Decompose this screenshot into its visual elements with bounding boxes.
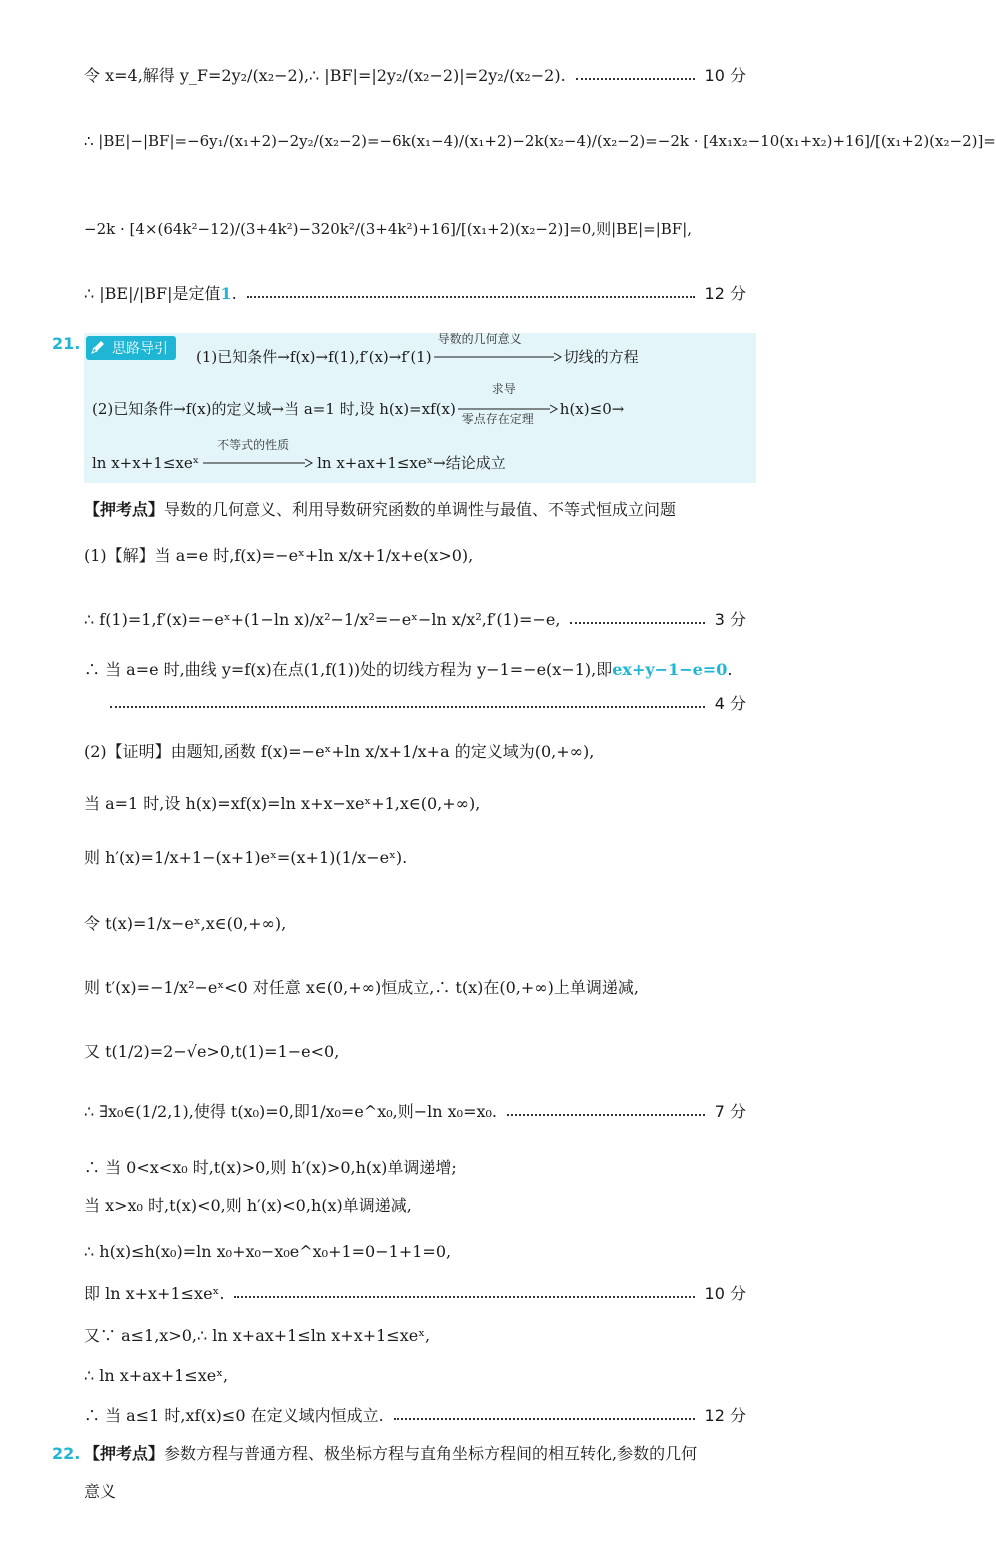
step-line <box>84 1158 746 1177</box>
text-pre: ∴ |BE|/|BF|是定值 <box>84 284 221 303</box>
step-line <box>84 1196 746 1215</box>
score-label: 10 分 <box>704 1284 746 1303</box>
score-label: 12 分 <box>704 284 746 303</box>
solution-text <box>84 284 237 303</box>
step-text: 当 a=1 时,设 h(x)=xf(x)=ln x+x−xeˣ+1,x∈(0,+∞), <box>84 794 481 813</box>
step-line <box>84 914 746 933</box>
arrow-icon <box>434 352 562 362</box>
step-line <box>84 1242 746 1261</box>
guide-text: ln x+x+1≤xeˣ <box>92 454 200 472</box>
solution-text: ∴ |BE|−|BF|=−6y₁/(x₁+2)−2y₂/(x₂−2)=−6k(x₁−4)/(x₁+2)−2k(x₂−4)/(x₂−2)=−2k · [4x₁x₂−10(x₁+x₂)+16]/[(x₁+2)(x₂−2)]= <box>84 132 996 150</box>
solution-text: −2k · [4×(64k²−12)/(3+4k²)−320k²/(3+4k²)+16]/[(x₁+2)(x₂−2)]=0,则|BE|=|BF|, <box>84 220 693 238</box>
step-line <box>84 610 746 629</box>
guide-text: (2)已知条件→f(x)的定义域→当 a=1 时,设 h(x)=xf(x) <box>92 400 456 418</box>
arrow-icon <box>203 458 313 468</box>
step-line <box>84 848 746 867</box>
kaodian-label: 【押考点】 <box>84 500 165 519</box>
step-line <box>84 1326 746 1345</box>
step-line <box>84 978 746 997</box>
score-label: 7 分 <box>714 1102 746 1121</box>
step-line <box>84 1042 746 1061</box>
step-line <box>84 546 746 565</box>
guide-text: 切线的方程 <box>563 348 639 366</box>
step-text: ∴ 当 0<x<x₀ 时,t(x)>0,则 h′(x)>0,h(x)单调递增; <box>84 1158 457 1177</box>
solution-line <box>84 132 996 150</box>
step-text: 又 t(1/2)=2−√e>0,t(1)=1−e<0, <box>84 1042 340 1061</box>
step-text: ∴ ∃x₀∈(1/2,1),使得 t(x₀)=0,即1/x₀=e^x₀,则−ln x₀=x₀. <box>84 1102 498 1121</box>
step-line <box>84 1284 746 1303</box>
score-label: 4 分 <box>714 694 746 713</box>
text-post: . <box>727 660 733 679</box>
labeled-arrow <box>434 332 562 366</box>
leader-dots <box>570 622 704 624</box>
kaodian-text: 导数的几何意义、利用导数研究函数的单调性与最值、不等式恒成立问题 <box>164 500 677 519</box>
step-line <box>110 694 746 713</box>
score-label: 10 分 <box>704 66 746 85</box>
kaodian-text: 意义 <box>84 1482 117 1501</box>
text-post: . <box>231 284 237 303</box>
kaodian-label: 【押考点】 <box>84 1444 165 1463</box>
solution-line <box>84 284 746 303</box>
arrow-label: 导数的几何意义 <box>437 332 522 346</box>
step-text: (2)【证明】由题知,函数 f(x)=−eˣ+ln x/x+1/x+a 的定义域为(0,+∞), <box>84 742 595 761</box>
step-line <box>84 1406 746 1425</box>
step-text: ∴ ln x+ax+1≤xeˣ, <box>84 1366 229 1385</box>
leader-dots <box>110 706 705 708</box>
leader-dots <box>576 78 695 80</box>
labeled-arrow <box>203 438 313 472</box>
guide-line <box>92 382 746 426</box>
guide-badge: 思路导引 <box>86 336 176 360</box>
step-line <box>84 1102 746 1121</box>
step-line <box>84 794 746 813</box>
solution-text: 令 x=4,解得 y_F=2y₂/(x₂−2),∴ |BF|=|2y₂/(x₂−2)|=2y₂/(x₂−2). <box>84 66 566 85</box>
kaodian-line <box>84 1482 746 1501</box>
step-line <box>84 660 746 679</box>
answer-highlight: 1 <box>220 284 232 303</box>
guide-text: h(x)≤0→ <box>559 400 625 418</box>
step-text: ∴ 当 a≤1 时,xf(x)≤0 在定义域内恒成立. <box>84 1406 384 1425</box>
step-text: ∴ f(1)=1,f′(x)=−eˣ+(1−ln x)/x²−1/x²=−eˣ−ln x/x²,f′(1)=−e, <box>84 610 561 629</box>
step-text: 当 x>x₀ 时,t(x)<0,则 h′(x)<0,h(x)单调递减, <box>84 1196 412 1215</box>
kaodian-text: 参数方程与普通方程、极坐标方程与直角坐标方程间的相互转化,参数的几何 <box>164 1444 698 1463</box>
pencil-icon <box>90 339 106 355</box>
guide-line <box>92 438 746 472</box>
solution-line <box>84 66 746 85</box>
text-pre: ∴ 当 a=e 时,曲线 y=f(x)在点(1,f(1))处的切线方程为 y−1=−e(x−1),即 <box>84 660 613 679</box>
step-line <box>84 742 746 761</box>
score-label: 12 分 <box>704 1406 746 1425</box>
step-line <box>84 1366 746 1385</box>
score-label: 3 分 <box>714 610 746 629</box>
leader-dots <box>234 1296 694 1298</box>
step-text: 即 ln x+x+1≤xeˣ. <box>84 1284 225 1303</box>
arrow-label: 零点存在定理 <box>461 412 534 426</box>
step-text: 则 t′(x)=−1/x²−eˣ<0 对任意 x∈(0,+∞)恒成立,∴ t(x)在(0,+∞)上单调递减, <box>84 978 639 997</box>
solution-line <box>84 220 746 238</box>
step-text <box>84 660 732 679</box>
arrow-label: 求导 <box>491 382 516 396</box>
leader-dots <box>394 1418 695 1420</box>
question-number: 22. <box>52 1444 81 1463</box>
step-text: 又∵ a≤1,x>0,∴ ln x+ax+1≤ln x+x+1≤xeˣ, <box>84 1326 431 1345</box>
guide-text: (1)已知条件→f(x)→f(1),f′(x)→f′(1) <box>196 348 432 366</box>
guide-line <box>196 332 746 366</box>
answer-highlight: ex+y−1−e=0 <box>612 660 728 679</box>
kaodian-line <box>84 500 746 519</box>
step-text: 令 t(x)=1/x−eˣ,x∈(0,+∞), <box>84 914 287 933</box>
leader-dots <box>247 296 695 298</box>
step-text: ∴ h(x)≤h(x₀)=ln x₀+x₀−x₀e^x₀+1=0−1+1=0, <box>84 1242 452 1261</box>
labeled-arrow <box>458 382 558 426</box>
question-number: 21. <box>52 334 81 353</box>
step-text: 则 h′(x)=1/x+1−(x+1)eˣ=(x+1)(1/x−eˣ). <box>84 848 408 867</box>
step-text: (1)【解】当 a=e 时,f(x)=−eˣ+ln x/x+1/x+e(x>0), <box>84 546 474 565</box>
leader-dots <box>507 1114 705 1116</box>
guide-text: ln x+ax+1≤xeˣ→结论成立 <box>317 454 506 472</box>
kaodian-line <box>84 1444 746 1463</box>
arrow-label: 不等式的性质 <box>217 438 290 452</box>
